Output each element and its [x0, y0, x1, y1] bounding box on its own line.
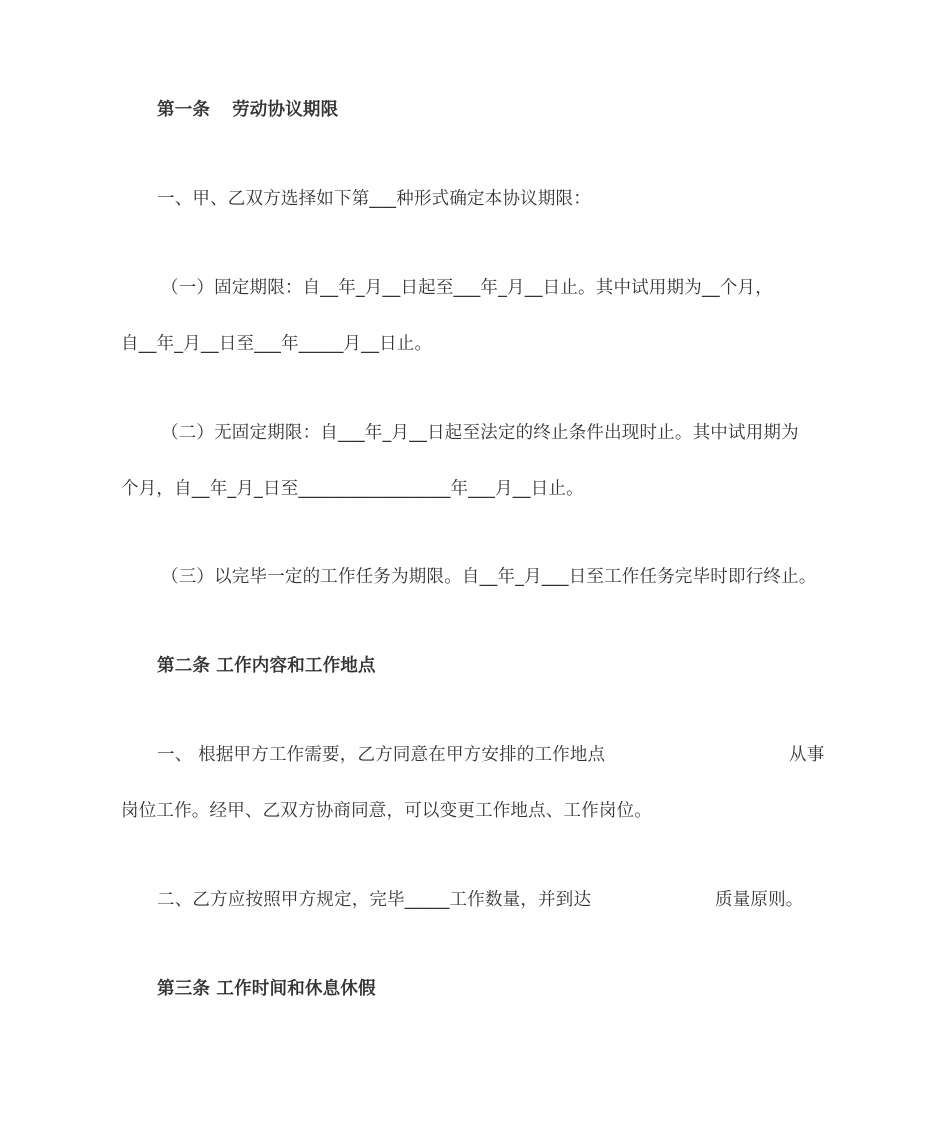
article-2-paragraph-1-line-1-right: 从事: [789, 745, 825, 765]
article-1-title: 劳动协议期限: [232, 100, 339, 120]
article-1-paragraph-1: 一、甲、乙双方选择如下第___种形式确定本协议期限：: [157, 189, 591, 209]
article-1-item-3: （三）以完毕一定的工作任务为期限。自__年_月___日至工作任务完毕时即行终止。: [161, 567, 817, 587]
article-1-item-2-line-1: （二）无固定期限：自___年_月__日起至法定的终止条件出现时止。其中试用期为: [161, 423, 799, 443]
article-1-item-2-line-2: 个月，自__年_月_日至_________________年___月__日止。: [121, 479, 584, 499]
article-2-paragraph-1-line-2: 岗位工作。经甲、乙双方协商同意，可以变更工作地点、工作岗位。: [121, 801, 652, 821]
article-2-heading: 第二条 工作内容和工作地点: [157, 656, 376, 676]
article-3-heading: 第三条 工作时间和休息休假: [157, 979, 376, 999]
article-2-paragraph-2-left: 二、乙方应按照甲方规定，完毕_____工作数量，并到达: [157, 890, 592, 910]
article-1-number: 第一条: [157, 100, 211, 120]
article-2-paragraph-1-line-1-left: 一、 根据甲方工作需要，乙方同意在甲方安排的工作地点: [157, 745, 606, 765]
article-1-item-1-line-1: （一）固定期限：自__年_月__日起至___年_月__日止。其中试用期为__个月，: [161, 278, 773, 298]
article-1-heading: [157, 98, 338, 122]
article-1-item-1-line-2: 自__年_月__日至___年_____月__日止。: [121, 334, 433, 354]
article-2-paragraph-2-right: 质量原则。: [715, 890, 804, 910]
